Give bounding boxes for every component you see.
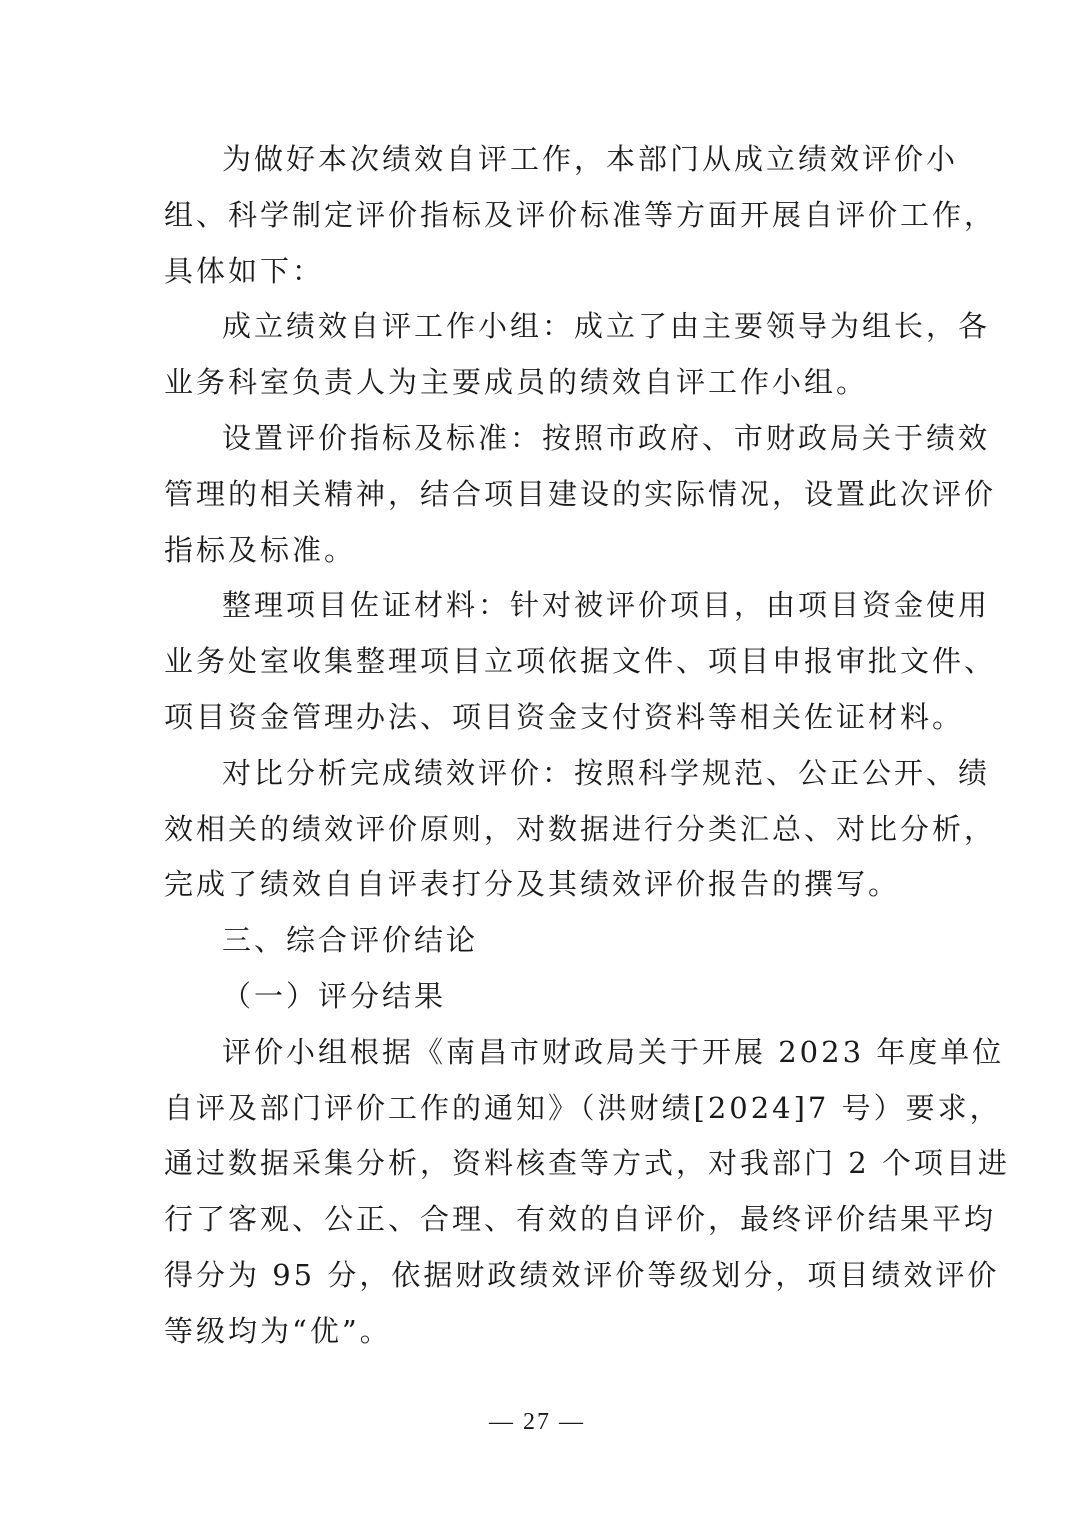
text-line: 整理项目佐证材料：针对被评价项目，由项目资金使用 — [222, 588, 991, 623]
text-line: 设置评价指标及标准：按照市政府、市财政局关于绩效 — [222, 420, 991, 455]
paragraph-indicators — [164, 411, 997, 578]
text-line: 效相关的绩效评价原则，对数据进行分类汇总、对比分析， — [164, 811, 997, 846]
text-line: 指标及标准。 — [164, 532, 357, 567]
paragraph-result — [164, 1025, 1010, 1360]
text-line: 评价小组根据《南昌市财政局关于开展 2023 年度单位 — [222, 1034, 1005, 1069]
subsection-heading: （一）评分结果 — [222, 978, 447, 1013]
text-line: 得分为 95 分，依据财政绩效评价等级划分，项目绩效评价 — [164, 1257, 1000, 1292]
page-number: — 27 — — [489, 1409, 585, 1435]
text-line: 成立绩效自评工作小组：成立了由主要领导为组长，各 — [222, 309, 991, 344]
text-line: 自评及部门评价工作的通知》（洪财绩[2024]7 号）要求， — [164, 1090, 1002, 1125]
text-line: 业务科室负责人为主要成员的绩效自评工作小组。 — [164, 365, 869, 400]
section-heading: 三、综合评价结论 — [222, 923, 479, 958]
text-line: 业务处室收集整理项目立项依据文件、项目申报审批文件、 — [164, 644, 997, 679]
text-line: 对比分析完成绩效评价：按照科学规范、公正公开、绩 — [222, 755, 991, 790]
paragraph-evidence — [164, 578, 997, 745]
text-line: 完成了绩效自自评表打分及其绩效评价报告的撰写。 — [164, 867, 901, 902]
text-line: 管理的相关精神，结合项目建设的实际情况，设置此次评价 — [164, 476, 997, 511]
text-line: 行了客观、公正、合理、有效的自评价，最终评价结果平均 — [164, 1202, 997, 1237]
text-line: 组、科学制定评价指标及评价标准等方面开展自评价工作， — [164, 197, 997, 232]
paragraph-working-group — [164, 299, 991, 411]
paragraph-intro — [164, 132, 997, 299]
text-line: 等级均为“优”。 — [164, 1313, 392, 1348]
text-line: 为做好本次绩效自评工作，本部门从成立绩效评价小 — [222, 142, 959, 176]
document-body — [164, 132, 1010, 1360]
text-line: 通过数据采集分析，资料核查等方式，对我部门 2 个项目进 — [164, 1146, 1010, 1181]
text-line: 项目资金管理办法、项目资金支付资料等相关佐证材料。 — [164, 699, 965, 734]
paragraph-analysis — [164, 746, 997, 913]
text-line: 具体如下： — [164, 253, 325, 288]
